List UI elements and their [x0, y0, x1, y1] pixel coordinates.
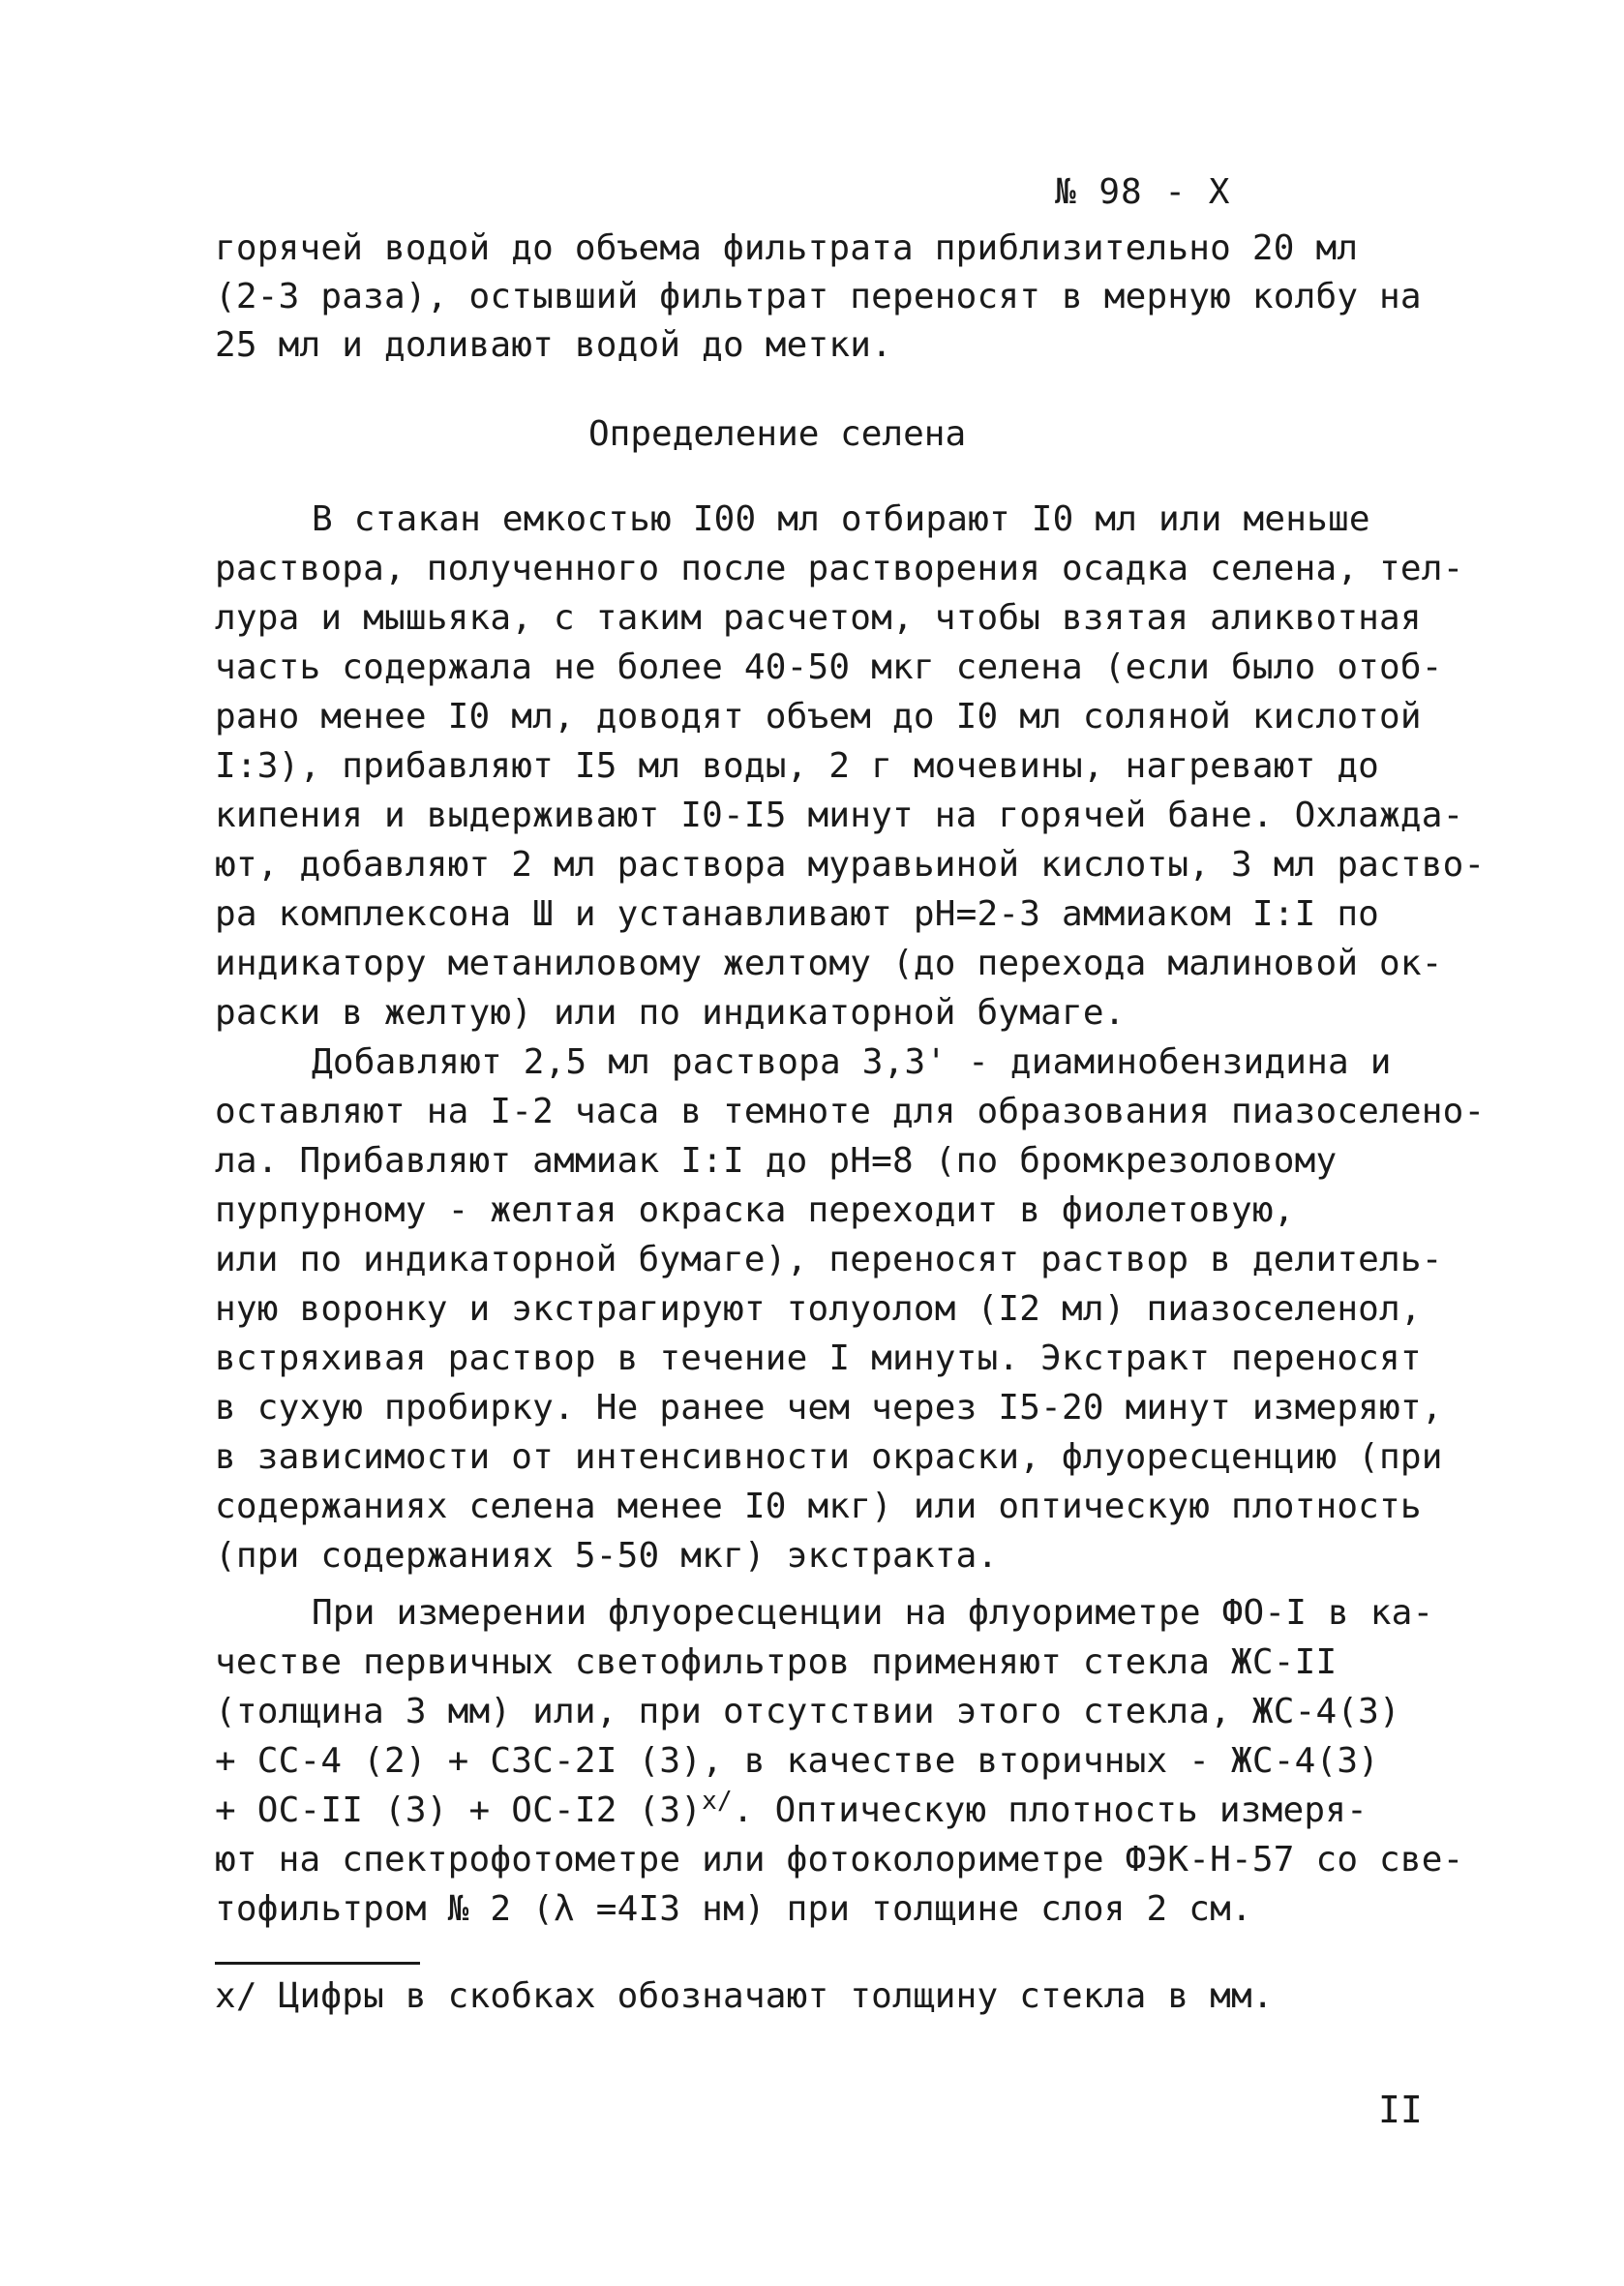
- text-line: (2-3 раза), остывший фильтрат переносят в мерную колбу на: [215, 277, 1422, 316]
- text-line: в зависимости от интенсивности окраски, флуоресценцию (при: [215, 1437, 1443, 1477]
- text-line: лура и мышьяка, с таким расчетом, чтобы взятая аликвотная: [215, 598, 1422, 638]
- text-line: (толщина 3 мм) или, при отсутствии этого стекла, ЖС-4(3): [215, 1692, 1400, 1731]
- section-title: Определение селена: [588, 414, 967, 454]
- text-line: I:3), прибавляют I5 мл воды, 2 г мочевины, нагревают до: [215, 746, 1380, 786]
- footnote-divider: [215, 1962, 420, 1965]
- text-line: или по индикаторной бумаге), переносят раствор в делитель-: [215, 1240, 1443, 1279]
- text-line: оставляют на I-2 часа в темноте для образования пиазоселено-: [215, 1092, 1486, 1131]
- footnote-marker: x/: [702, 1787, 733, 1816]
- text-segment: . Оптическую плотность измеря-: [732, 1790, 1368, 1830]
- text-line: раствора, полученного после растворения осадка селена, тел-: [215, 549, 1464, 588]
- page-number: II: [1378, 2089, 1423, 2131]
- text-line: ют, добавляют 2 мл раствора муравьиной кислоты, 3 мл раство-: [215, 845, 1486, 885]
- text-line: кипения и выдерживают I0-I5 минут на горячей бане. Охлажда-: [215, 796, 1464, 835]
- text-line: пурпурному - желтая окраска переходит в фиолетовую,: [215, 1190, 1295, 1230]
- text-line: ра комплексона Ш и устанавливают pH=2-3 аммиаком I:I по: [215, 894, 1380, 934]
- text-line: ную воронку и экстрагируют толуолом (I2 мл) пиазоселенол,: [215, 1289, 1422, 1329]
- text-line: рано менее I0 мл, доводят объем до I0 мл соляной кислотой: [215, 697, 1422, 737]
- text-segment: + ОС-II (3) + ОС-I2 (3): [215, 1790, 703, 1830]
- text-line: раски в желтую) или по индикаторной бумаге.: [215, 993, 1126, 1033]
- text-line-with-footnote-ref: [215, 1787, 1368, 1835]
- text-line: в сухую пробирку. Не ранее чем через I5-20 минут измеряют,: [215, 1388, 1443, 1428]
- document-number: № 98 - X: [1055, 172, 1231, 212]
- text-line: индикатору метаниловому желтому (до перехода малиновой ок-: [215, 944, 1443, 983]
- text-line: При измерении флуоресценции на флуориметре ФО-I в ка-: [312, 1593, 1434, 1633]
- text-line: 25 мл и доливают водой до метки.: [215, 325, 892, 365]
- text-line: (при содержаниях 5-50 мкг) экстракта.: [215, 1536, 999, 1576]
- text-line: горячей водой до объема фильтрата приблизительно 20 мл: [215, 228, 1359, 268]
- text-line: часть содержала не более 40-50 мкг селена (если было отоб-: [215, 647, 1443, 687]
- text-line: ла. Прибавляют аммиак I:I до pH=8 (по бромкрезоловому: [215, 1141, 1338, 1181]
- text-line: тофильтром № 2 (λ =4I3 нм) при толщине слоя 2 см.: [215, 1889, 1252, 1929]
- text-line: честве первичных светофильтров применяют стекла ЖС-II: [215, 1642, 1338, 1682]
- text-line: содержаниях селена менее I0 мкг) или оптическую плотность: [215, 1487, 1422, 1526]
- text-line: Добавляют 2,5 мл раствора 3,3' - диаминобензидина и: [312, 1042, 1392, 1082]
- text-line: В стакан емкостью I00 мл отбирают I0 мл или меньше: [312, 499, 1370, 539]
- text-line: ют на спектрофотометре или фотоколориметре ФЭК-Н-57 со све-: [215, 1840, 1464, 1880]
- text-line: + СС-4 (2) + СЗС-2I (3), в качестве вторичных - ЖС-4(3): [215, 1741, 1380, 1781]
- text-line: встряхивая раствор в течение I минуты. Экстракт переносят: [215, 1339, 1422, 1378]
- footnote-text: x/ Цифры в скобках обозначают толщину стекла в мм.: [215, 1976, 1274, 2016]
